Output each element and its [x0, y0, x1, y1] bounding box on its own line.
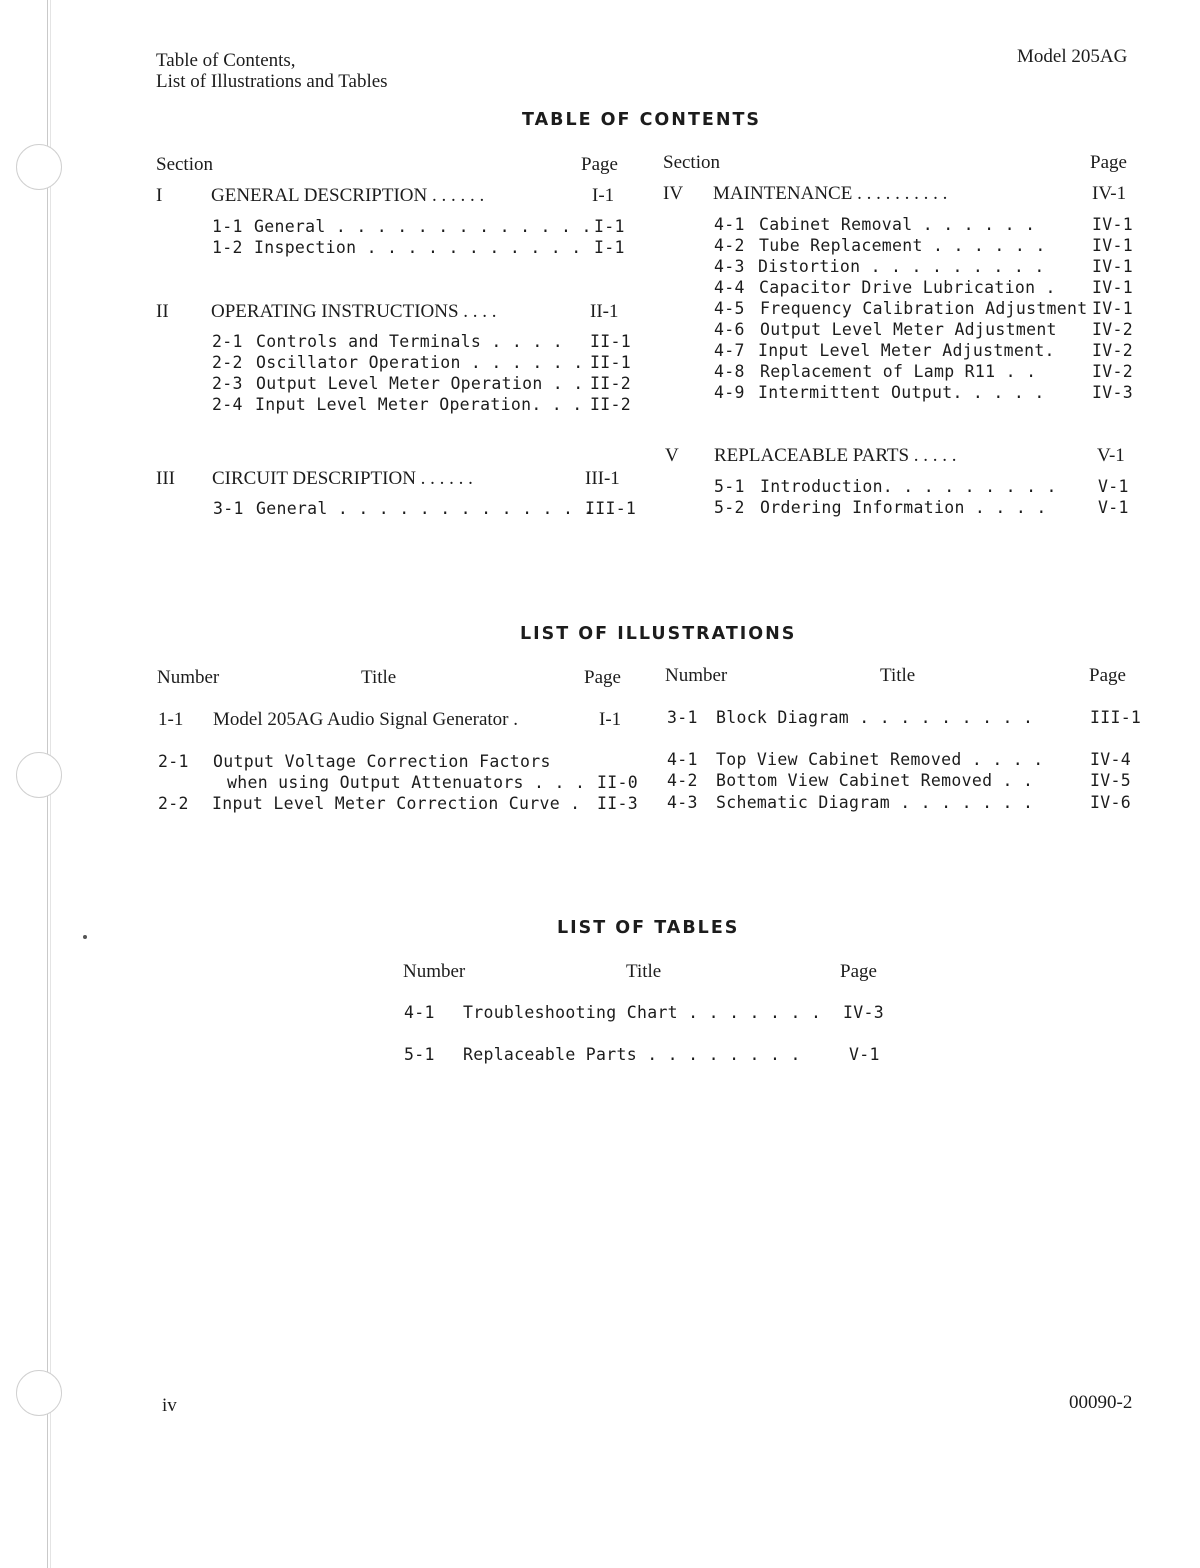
footer-page-number: iv — [162, 1395, 177, 1416]
punch-hole — [16, 144, 62, 190]
footer-document-code: 00090-2 — [1069, 1392, 1133, 1413]
toc-item-page: V-1 — [1098, 498, 1129, 517]
header-left-line2: List of Illustrations and Tables — [156, 71, 388, 92]
toc-item-page: II-2 — [590, 395, 631, 414]
toc-item-page: IV-2 — [1092, 341, 1133, 360]
toc-section-title: REPLACEABLE PARTS . . . . . — [714, 445, 957, 466]
toc-title: TABLE OF CONTENTS — [522, 110, 762, 130]
toc-item-page: III-1 — [585, 499, 637, 518]
illustrations-col-title: Title — [880, 665, 916, 686]
illustration-page: I-1 — [599, 709, 622, 730]
toc-item-number: 2-4 — [212, 395, 243, 414]
toc-section-title: CIRCUIT DESCRIPTION . . . . . . — [212, 468, 473, 489]
toc-item-number: 5-2 — [714, 498, 745, 517]
punch-hole — [16, 752, 62, 798]
toc-item-number: 2-2 — [212, 353, 243, 372]
toc-col-section: Section — [663, 152, 720, 173]
toc-item-number: 4-8 — [714, 362, 745, 381]
illustration-page: II-3 — [597, 794, 638, 813]
toc-item-title: General . . . . . . . . . . . . . — [254, 217, 592, 236]
toc-section-page: V-1 — [1097, 445, 1125, 466]
toc-item-title: Intermittent Output. . . . . — [758, 383, 1045, 402]
illustration-title: Output Voltage Correction Factors — [213, 752, 551, 771]
toc-item-page: IV-2 — [1092, 320, 1133, 339]
toc-item-number: 4-1 — [714, 215, 745, 234]
toc-item-page: IV-1 — [1092, 215, 1133, 234]
illustrations-col-number: Number — [157, 667, 220, 688]
table-entry-number: 5-1 — [404, 1045, 435, 1064]
toc-item-title: Distortion . . . . . . . . . — [758, 257, 1045, 276]
toc-item-page: II-1 — [590, 332, 631, 351]
illustration-title: Top View Cabinet Removed . . . . — [716, 750, 1044, 769]
tables-title: LIST OF TABLES — [557, 918, 740, 938]
toc-item-title: Input Level Meter Adjustment. — [758, 341, 1055, 360]
scan-speck — [83, 935, 87, 939]
toc-item-number: 4-2 — [714, 236, 745, 255]
toc-section-title: OPERATING INSTRUCTIONS . . . . — [211, 301, 497, 322]
toc-item-page: IV-1 — [1092, 236, 1133, 255]
toc-section-number: V — [665, 445, 679, 466]
illustration-page: IV-6 — [1090, 793, 1131, 812]
illustration-page: IV-4 — [1090, 750, 1131, 769]
toc-section-page: I-1 — [592, 185, 615, 206]
toc-item-title: Tube Replacement . . . . . . — [759, 236, 1046, 255]
toc-item-title: Inspection . . . . . . . . . . . — [254, 238, 582, 257]
illustration-page: IV-5 — [1090, 771, 1131, 790]
illustration-page: III-1 — [1090, 708, 1142, 727]
toc-item-title: General . . . . . . . . . . . . . — [256, 499, 594, 518]
illustrations-col-number: Number — [665, 665, 728, 686]
illustrations-col-title: Title — [361, 667, 397, 688]
illustration-title: Bottom View Cabinet Removed . . — [716, 771, 1034, 790]
toc-section-number: I — [156, 185, 163, 206]
table-entry-page: IV-3 — [843, 1003, 884, 1022]
toc-item-title: Output Level Meter Adjustment — [760, 320, 1057, 339]
tables-col-title: Title — [626, 961, 662, 982]
illustration-number: 1-1 — [158, 709, 184, 730]
toc-item-page: II-2 — [590, 374, 631, 393]
toc-item-title: Introduction. . . . . . . . . — [760, 477, 1057, 496]
toc-section-title: GENERAL DESCRIPTION . . . . . . — [211, 185, 485, 206]
toc-section-page: III-1 — [585, 468, 620, 489]
illustrations-col-page: Page — [584, 667, 621, 688]
toc-item-title: Oscillator Operation . . . . . . — [256, 353, 584, 372]
toc-item-title: Cabinet Removal . . . . . . — [759, 215, 1036, 234]
toc-item-title: Capacitor Drive Lubrication . — [759, 278, 1056, 297]
toc-item-number: 2-3 — [212, 374, 243, 393]
illustration-number: 2-1 — [158, 752, 189, 771]
toc-item-number: 5-1 — [714, 477, 745, 496]
toc-item-number: 1-2 — [212, 238, 243, 257]
illustration-title: Input Level Meter Correction Curve . — [212, 794, 581, 813]
table-entry-page: V-1 — [849, 1045, 880, 1064]
illustration-number: 4-3 — [667, 793, 698, 812]
illustration-number: 4-1 — [667, 750, 698, 769]
toc-item-page: V-1 — [1098, 477, 1129, 496]
toc-item-title: Input Level Meter Operation. . . — [255, 395, 583, 414]
toc-item-page: IV-1 — [1092, 278, 1133, 297]
table-entry-number: 4-1 — [404, 1003, 435, 1022]
toc-item-number: 1-1 — [212, 217, 243, 236]
toc-item-title: Replacement of Lamp R11 . . — [760, 362, 1037, 381]
illustration-number: 3-1 — [667, 708, 698, 727]
header-left-line1: Table of Contents, — [156, 50, 296, 71]
toc-col-page: Page — [581, 154, 618, 175]
toc-item-page: IV-2 — [1092, 362, 1133, 381]
toc-item-page: IV-1 — [1092, 257, 1133, 276]
toc-section-number: III — [156, 468, 175, 489]
tables-col-page: Page — [840, 961, 877, 982]
toc-item-number: 4-6 — [714, 320, 745, 339]
toc-section-page: IV-1 — [1092, 183, 1127, 204]
illustration-page: II-0 — [597, 773, 638, 792]
toc-item-number: 3-1 — [213, 499, 244, 518]
toc-item-number: 4-7 — [714, 341, 745, 360]
toc-section-title: MAINTENANCE . . . . . . . . . . — [713, 183, 948, 204]
illustration-number: 2-2 — [158, 794, 189, 813]
toc-section-number: IV — [663, 183, 684, 204]
toc-item-page: II-1 — [590, 353, 631, 372]
illustration-title: Block Diagram . . . . . . . . . — [716, 708, 1034, 727]
toc-item-title: Controls and Terminals . . . . — [256, 332, 564, 351]
toc-item-number: 4-9 — [714, 383, 745, 402]
punch-hole — [16, 1370, 62, 1416]
toc-item-number: 4-3 — [714, 257, 745, 276]
toc-col-page: Page — [1090, 152, 1127, 173]
tables-col-number: Number — [403, 961, 466, 982]
toc-section-number: II — [156, 301, 169, 322]
toc-item-title: Ordering Information . . . . — [760, 498, 1047, 517]
illustration-title: Model 205AG Audio Signal Generator . — [213, 709, 519, 730]
toc-item-title: Output Level Meter Operation . . — [256, 374, 584, 393]
illustrations-col-page: Page — [1089, 665, 1126, 686]
toc-item-number: 4-5 — [714, 299, 745, 318]
toc-item-page: IV-3 — [1092, 383, 1133, 402]
toc-section-page: II-1 — [590, 301, 619, 322]
toc-item-page: I-1 — [594, 238, 625, 257]
toc-item-title: Frequency Calibration Adjustment — [760, 299, 1088, 318]
toc-item-number: 4-4 — [714, 278, 745, 297]
toc-col-section: Section — [156, 154, 213, 175]
table-entry-title: Troubleshooting Chart . . . . . . . — [463, 1003, 822, 1022]
illustration-title-continued: when using Output Attenuators . . . — [227, 773, 586, 792]
toc-item-page: IV-1 — [1092, 299, 1133, 318]
illustration-title: Schematic Diagram . . . . . . . — [716, 793, 1034, 812]
table-entry-title: Replaceable Parts . . . . . . . . — [463, 1045, 801, 1064]
toc-item-number: 2-1 — [212, 332, 243, 351]
illustration-number: 4-2 — [667, 771, 698, 790]
toc-item-page: I-1 — [594, 217, 625, 236]
illustrations-title: LIST OF ILLUSTRATIONS — [520, 624, 797, 644]
header-model: Model 205AG — [1017, 46, 1128, 67]
